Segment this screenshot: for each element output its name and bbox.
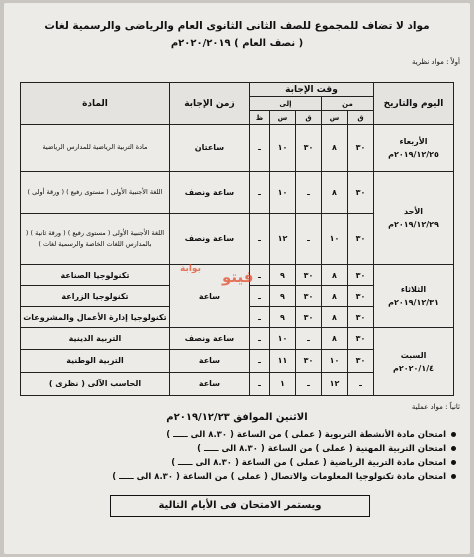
- duration-cell: ساعتان: [169, 125, 249, 172]
- subject-cell: اللغة الأجنبية الأولى ( مستوى رفيع ) ( ورقة ثانية ) ( بالمدارس اللغات الخاصة والرسمية لغات ): [21, 213, 170, 264]
- to-minute: ٣٠: [296, 307, 322, 328]
- to-hour: ١٠: [270, 328, 296, 350]
- from-minute: ٣٠: [348, 265, 374, 286]
- subject-cell: الحاسب الآلى ( نظرى ): [21, 372, 170, 395]
- to-hour: ١٠: [270, 171, 296, 213]
- header-min-to: ق: [296, 111, 322, 125]
- header-hour-from: س: [322, 111, 348, 125]
- to-hour: ١: [270, 372, 296, 395]
- list-item: [16, 456, 456, 470]
- bullet-icon: [451, 474, 456, 479]
- subject-cell: اللغة الأجنبية الأولى ( مستوى رفيع ) ( ورقة أولى ): [21, 171, 170, 213]
- duration-cell: ساعة: [169, 372, 249, 395]
- list-item-text: امتحان مادة الأنشطة التربوية ( عملى ) من الساعة ( ٨.٣٠ الى ـــــ ): [166, 430, 446, 440]
- header-from: من: [322, 97, 374, 111]
- day-date: ٢٠١٩/١٢/٢٥م: [388, 149, 439, 159]
- to-minute: ٣٠: [296, 286, 322, 307]
- to-hour: ١٠: [270, 125, 296, 172]
- list-item-text: امتحان مادة تكنولوجيا المعلومات والاتصال ( عملى ) من الساعة ( ٨.٣٠ الى ـــــ ): [112, 472, 446, 482]
- header-min-from: ق: [348, 111, 374, 125]
- zimn-cell: ـ: [249, 213, 269, 264]
- section-practical-label: ثانياً : مواد عملية: [411, 403, 460, 411]
- from-minute: ٣٠: [348, 125, 374, 172]
- to-hour: ١٢: [270, 213, 296, 264]
- duration-cell: ساعة ونصف: [169, 213, 249, 264]
- from-hour: ١٠: [322, 350, 348, 372]
- header-to: إلى: [249, 97, 321, 111]
- zimn-cell: ـ: [249, 350, 269, 372]
- to-minute: ـ: [296, 328, 322, 350]
- to-hour: ١١: [270, 350, 296, 372]
- bullet-icon: [451, 446, 456, 451]
- list-item-text: امتحان مادة التربية الرياضية ( عملى ) من الساعة ( ٨.٣٠ الى ـــــ ): [171, 458, 446, 468]
- day-date: ٢٠١٩/١٢/٣١م: [388, 298, 439, 308]
- header-duration: زمن الإجابة: [169, 83, 249, 125]
- list-item-text: امتحان التربية المهنية ( عملى ) من الساعة ( ٨.٣٠ الى ـــــ ): [197, 444, 446, 454]
- section-theory-label: أولاً : مواد نظرية: [411, 58, 460, 66]
- day-cell: [374, 125, 454, 172]
- bullet-icon: [451, 432, 456, 437]
- day-date: ٢٠٢٠/١/٤م: [392, 363, 434, 373]
- bullet-icon: [451, 460, 456, 465]
- monday-title: الاثنين الموافق ٢٠١٩/١٢/٢٣م: [166, 412, 308, 423]
- header-answer-time: وقت الإجابة: [249, 83, 373, 97]
- day-name: الثلاثاء: [400, 285, 427, 295]
- duration-cell: ساعة: [169, 350, 249, 372]
- list-item: [16, 442, 456, 456]
- doc-title-line1: مواد لا تضاف للمجموع للصف الثانى الثانوى العام والرياضى والرسمية لغات: [44, 20, 430, 32]
- to-minute: ٣٠: [296, 350, 322, 372]
- from-minute: ٣٠: [348, 171, 374, 213]
- subject-cell: تكنولوجيا إدارة الأعمال والمشروعات: [21, 307, 170, 328]
- day-cell: [374, 328, 454, 396]
- subject-cell: تكنولوجيا الزراعة: [21, 286, 170, 307]
- duration-cell: ساعة ونصف: [169, 171, 249, 213]
- to-minute: ـ: [296, 372, 322, 395]
- subject-cell: التربية الدينية: [21, 328, 170, 350]
- from-minute: ـ: [348, 372, 374, 395]
- day-name: الأربعاء: [399, 136, 428, 146]
- day-cell: [374, 171, 454, 264]
- to-minute: ـ: [296, 213, 322, 264]
- day-name: الأحد: [403, 206, 424, 216]
- table-row: [21, 328, 454, 350]
- day-name: السبت: [400, 350, 427, 360]
- day-date: ٢٠١٩/١٢/٢٩م: [388, 219, 439, 229]
- zimn-cell: ـ: [249, 286, 269, 307]
- from-minute: ٣٠: [348, 350, 374, 372]
- header-hour-to: س: [270, 111, 296, 125]
- footer-note: ويستمر الامتحان فى الأيام التالية: [110, 495, 370, 517]
- from-hour: ٨: [322, 328, 348, 350]
- from-minute: ٣٠: [348, 307, 374, 328]
- header-zimn: ظ: [249, 111, 269, 125]
- from-minute: ٣٠: [348, 286, 374, 307]
- zimn-cell: ـ: [249, 171, 269, 213]
- from-hour: ٨: [322, 286, 348, 307]
- day-cell: [374, 265, 454, 328]
- from-hour: ٨: [322, 265, 348, 286]
- doc-title-line2: ( نصف العام ) ٢٠٢٠/٢٠١٩م: [170, 38, 304, 49]
- from-hour: ١٠: [322, 213, 348, 264]
- header-day: اليوم والتاريخ: [374, 83, 454, 125]
- table-row: [21, 125, 454, 172]
- zimn-cell: ـ: [249, 265, 269, 286]
- list-item: [16, 428, 456, 442]
- zimn-cell: ـ: [249, 328, 269, 350]
- duration-cell: ساعة: [169, 265, 249, 328]
- to-hour: ٩: [270, 265, 296, 286]
- subject-cell: مادة التربية الرياضية للمدارس الرياضية: [21, 125, 170, 172]
- subject-cell: التربية الوطنية: [21, 350, 170, 372]
- list-item: [16, 470, 456, 484]
- practical-exam-list: [16, 428, 456, 484]
- zimn-cell: ـ: [249, 372, 269, 395]
- to-minute: ٣٠: [296, 265, 322, 286]
- header-subject: المادة: [21, 83, 170, 125]
- to-hour: ٩: [270, 286, 296, 307]
- to-minute: ـ: [296, 171, 322, 213]
- duration-cell: ساعة ونصف: [169, 328, 249, 350]
- zimn-cell: ـ: [249, 307, 269, 328]
- from-hour: ٨: [322, 307, 348, 328]
- from-hour: ١٢: [322, 372, 348, 395]
- to-minute: ٣٠: [296, 125, 322, 172]
- exam-schedule-table: [20, 82, 454, 396]
- watermark-text: فيتو: [222, 268, 254, 286]
- from-minute: ٣٠: [348, 328, 374, 350]
- zimn-cell: ـ: [249, 125, 269, 172]
- subject-cell: تكنولوجيا الصناعة: [21, 265, 170, 286]
- table-row: [21, 171, 454, 213]
- from-hour: ٨: [322, 125, 348, 172]
- watermark-sub: بوابة: [180, 264, 201, 274]
- from-hour: ٨: [322, 171, 348, 213]
- to-hour: ٩: [270, 307, 296, 328]
- site-watermark: [152, 262, 328, 302]
- from-minute: ٣٠: [348, 213, 374, 264]
